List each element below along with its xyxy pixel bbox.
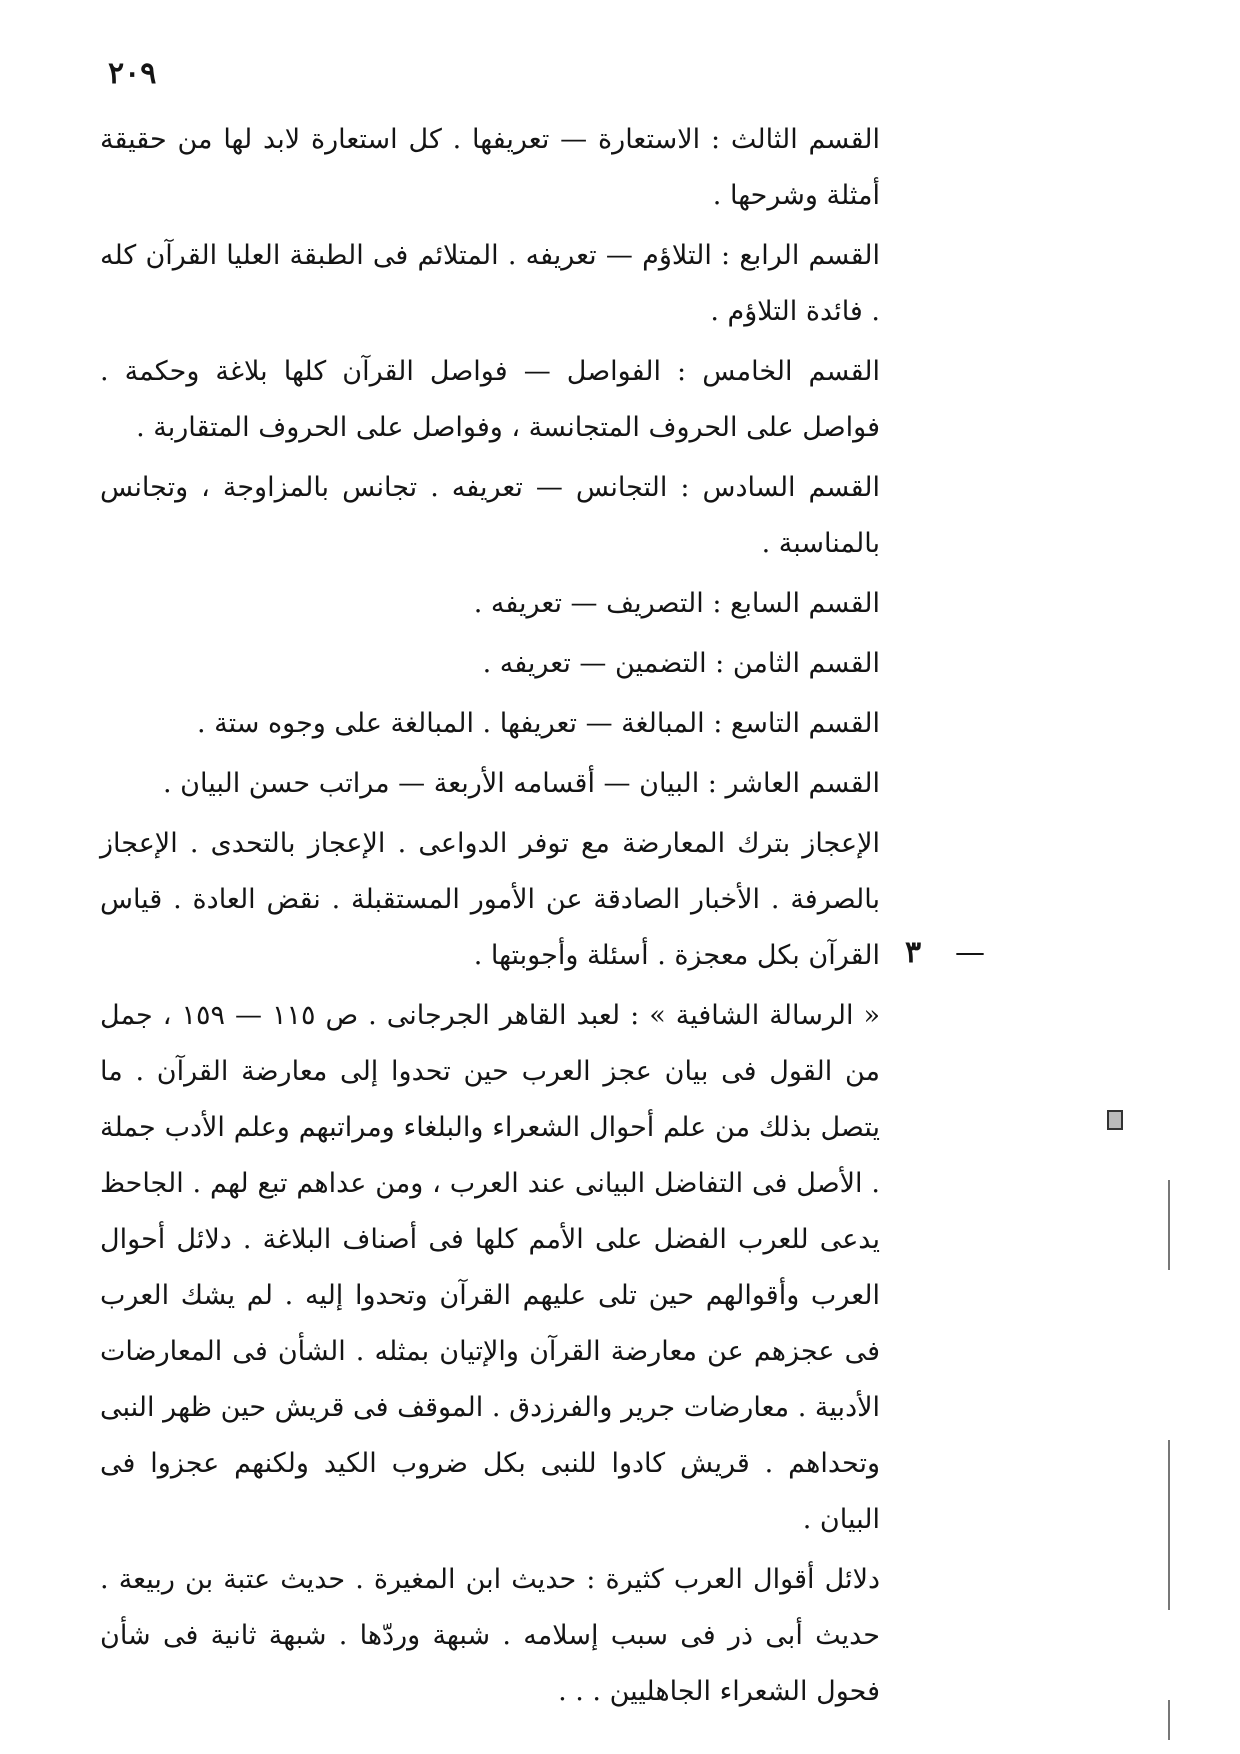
item3-paragraph-evidence: دلائل أقوال العرب كثيرة : حديث ابن المغيرة . حديث عتبة بن ربيعة . حديث أبى ذر فى سبب إسلامه . شبهة وردّها . شبهة ثانية فى شأن فحول الشعراء الجاهليين . . . [100, 1564, 880, 1707]
ijaz-summary: الإعجاز بترك المعارضة مع توفر الدواعى . الإعجاز بالتحدى . الإعجاز بالصرفة . الأخبار الصادقة عن الأمور المستقبلة . نقض العادة . قياس القرآن بكل معجزة . أسئلة وأجوبتها . [100, 828, 880, 971]
item3-dash: — [955, 935, 985, 970]
text-block [100, 112, 880, 1720]
section-9: القسم التاسع : المبالغة — تعريفها . المبالغة على وجوه ستة . [197, 708, 880, 739]
section-8: القسم الثامن : التضمين — تعريفه . [482, 648, 880, 679]
section-3: القسم الثالث : الاستعارة — تعريفها . كل استعارة لابد لها من حقيقة أمثلة وشرحها . [100, 124, 880, 211]
section-7: القسم السابع : التصريف — تعريفه . [473, 588, 880, 619]
margin-mark [1168, 1180, 1170, 1270]
margin-mark [1168, 1700, 1170, 1740]
section-10: القسم العاشر : البيان — أقسامه الأربعة — مراتب حسن البيان . [162, 768, 880, 799]
section-5: القسم الخامس : الفواصل — فواصل القرآن كلها بلاغة وحكمة . فواصل على الحروف المتجانسة ، وفواصل على الحروف المتقاربة . [100, 356, 880, 443]
page-number: ٢٠٩ [108, 56, 157, 91]
scan-artifact-mark [1107, 1110, 1123, 1130]
margin-mark [1168, 1440, 1170, 1610]
section-4: القسم الرابع : التلاؤم — تعريفه . المتلائم فى الطبقة العليا القرآن كله . فائدة التلاؤم . [100, 240, 880, 327]
item3-paragraph: « الرسالة الشافية » : لعبد القاهر الجرجانى . ص ١١٥ — ١٥٩ ، جمل من القول فى بيان عجز العرب حين تحدوا إلى معارضة القرآن . ما يتصل بذلك من علم أحوال الشعراء والبلغاء ومراتبهم وعلم الأدب جملة . الأصل فى التفاضل البيانى عند العرب ، ومن عداهم تبع لهم . الجاحظ يدعى للعرب الفضل على الأمم كلها فى أصناف البلاغة . دلائل أحوال العرب وأقوالهم حين تلى عليهم القرآن وتحدوا إليه . لم يشك العرب فى عجزهم عن معارضة القرآن والإتيان بمثله . الشأن فى المعارضات الأدبية . معارضات جرير والفرزدق . الموقف فى قريش حين ظهر النبى وتحداهم . قريش كادوا للنبى بكل ضروب الكيد ولكنهم عجزوا فى البيان . [100, 1000, 880, 1535]
item3-number: ٣ [905, 935, 922, 970]
section-6: القسم السادس : التجانس — تعريفه . تجانس بالمزاوجة ، وتجانس بالمناسبة . [100, 472, 880, 559]
